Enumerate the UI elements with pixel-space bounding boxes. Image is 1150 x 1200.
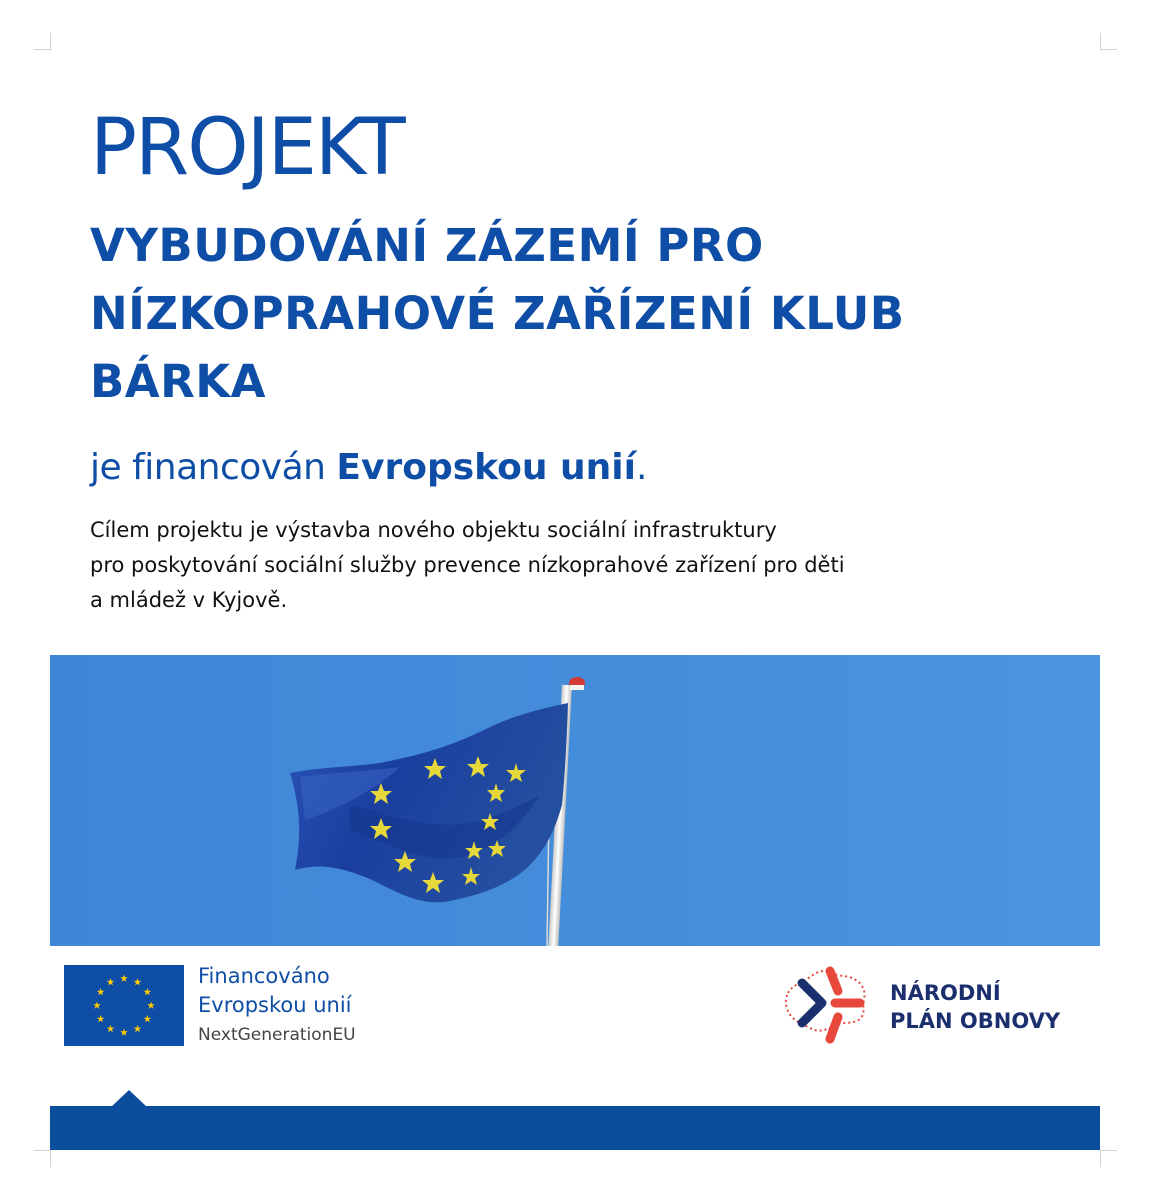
npo-label-line1: NÁRODNÍ xyxy=(890,981,1001,1005)
funding-statement xyxy=(90,440,647,496)
eu-label-line1: Financováno xyxy=(198,964,330,988)
crop-mark-top-left-h xyxy=(34,49,51,50)
eu-emblem-icon xyxy=(64,965,184,1046)
project-title-line: BÁRKA xyxy=(90,355,266,408)
crop-mark-bottom-left-v xyxy=(50,1150,51,1167)
footer-bar xyxy=(50,1106,1100,1150)
description-line: a mládež v Kyjově. xyxy=(90,588,288,612)
pole-cap xyxy=(570,685,584,690)
project-kicker: PROJEKT xyxy=(90,103,404,193)
footer-notch xyxy=(111,1090,147,1107)
npo-chevron xyxy=(802,983,822,1023)
npo-label xyxy=(890,979,1060,1035)
funding-source: Evropskou unií xyxy=(336,447,636,488)
crop-mark-top-right-v xyxy=(1100,33,1101,50)
eu-label-line2: Evropskou unií xyxy=(198,993,352,1017)
eu-label-line3: NextGenerationEU xyxy=(198,1025,356,1045)
crop-mark-bottom-right-v xyxy=(1100,1150,1101,1167)
eu-funding-label xyxy=(198,962,356,1049)
npo-label-line2: PLÁN OBNOVY xyxy=(890,1009,1061,1033)
project-description xyxy=(90,513,1070,618)
description-line: pro poskytování sociální služby prevence nízkoprahové zařízení pro děti xyxy=(90,553,845,577)
crop-mark-bottom-left-h xyxy=(34,1150,51,1151)
sky xyxy=(50,655,1100,946)
npo-logo xyxy=(780,963,870,1048)
project-title xyxy=(90,212,1100,416)
crop-mark-top-left-v xyxy=(50,33,51,50)
eu-flag-photo xyxy=(50,655,1100,946)
eu-flag-photo-illustration xyxy=(50,655,1100,946)
funding-suffix: . xyxy=(635,447,647,488)
eu-emblem-logo xyxy=(64,965,184,1046)
crop-mark-bottom-right-h xyxy=(1100,1150,1117,1151)
npo-red-stroke-bottom xyxy=(830,1017,838,1039)
description-line: Cílem projektu je výstavba nového objektu sociální infrastruktury xyxy=(90,518,777,542)
crop-mark-top-right-h xyxy=(1100,49,1117,50)
npo-logo-icon xyxy=(780,963,870,1048)
project-title-line: VYBUDOVÁNÍ ZÁZEMÍ PRO xyxy=(90,219,764,272)
funding-prefix: je financován xyxy=(90,447,337,488)
project-title-line: NÍZKOPRAHOVÉ ZAŘÍZENÍ KLUB xyxy=(90,287,905,340)
